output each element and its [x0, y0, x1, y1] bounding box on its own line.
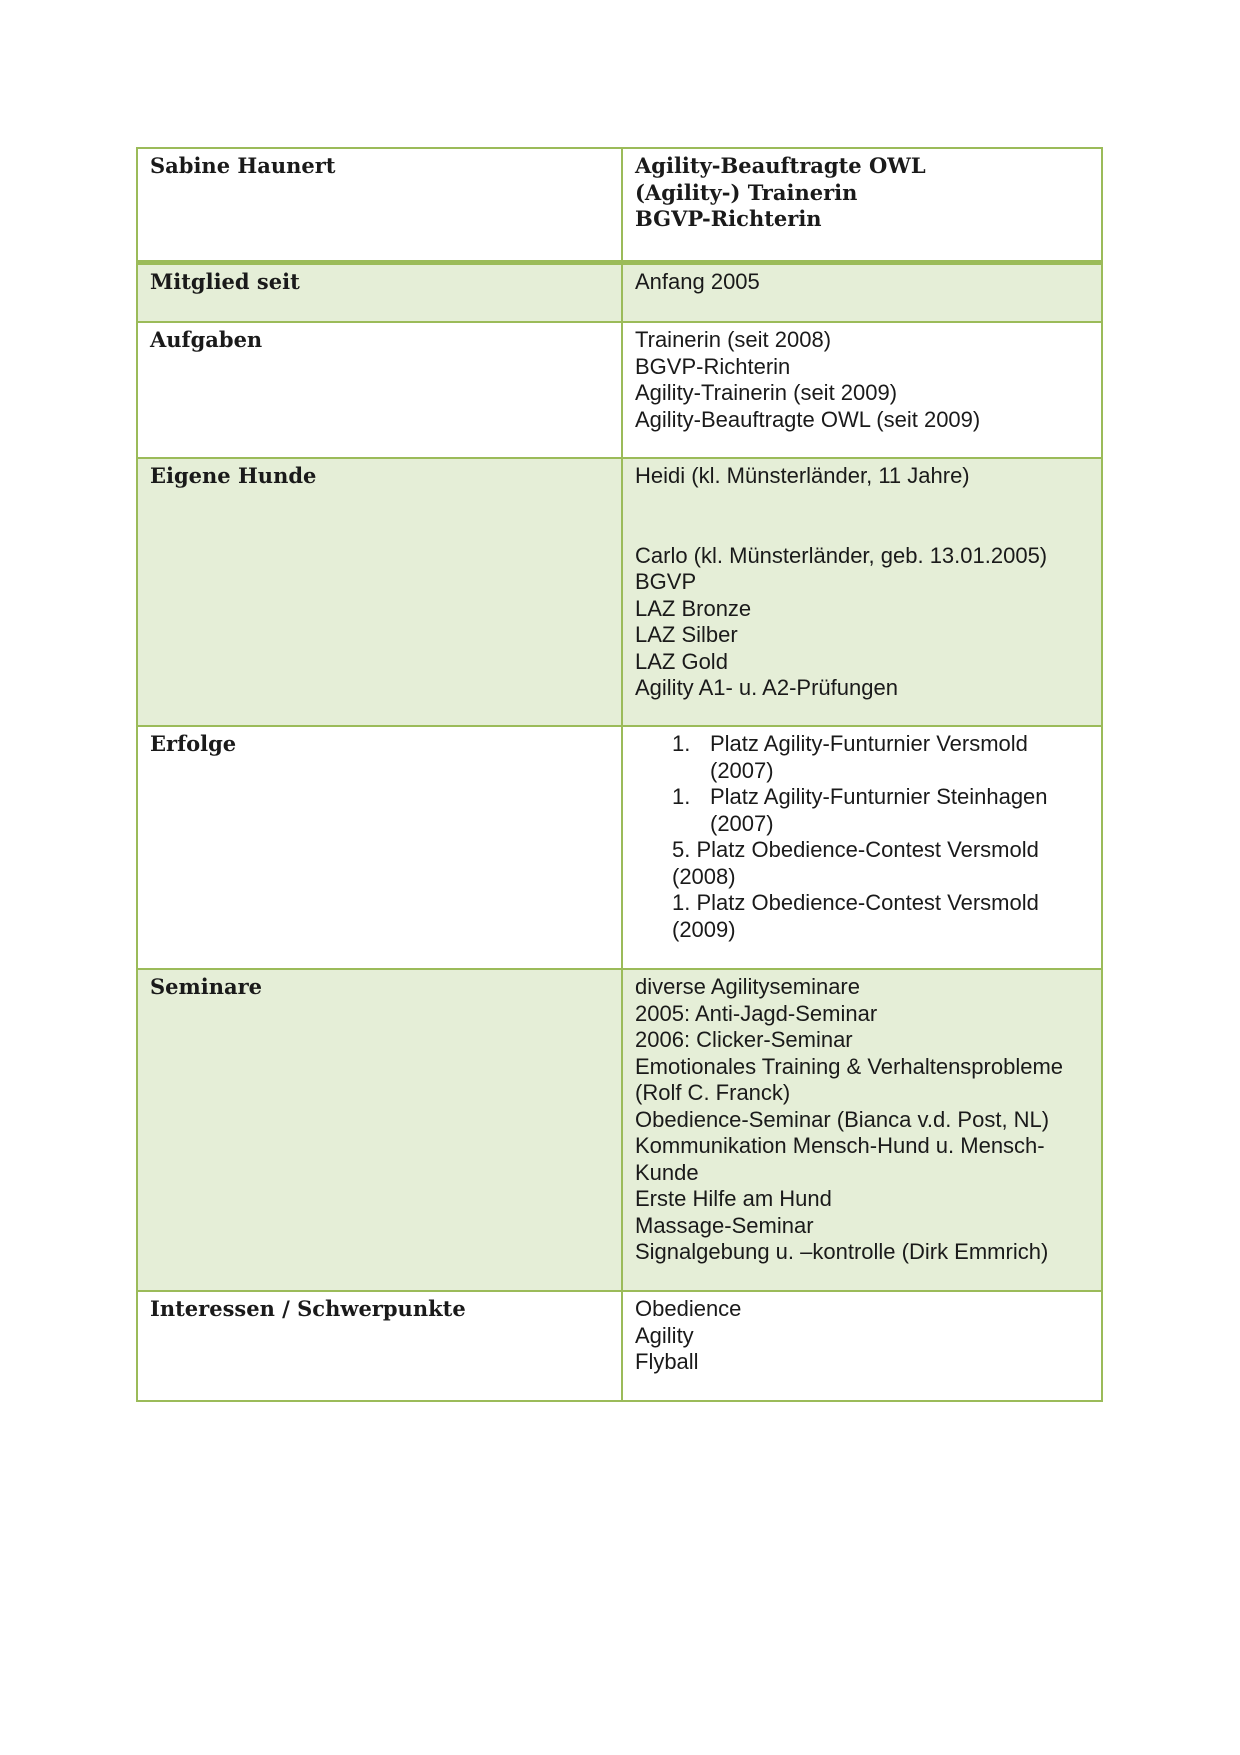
profile-table — [136, 147, 1103, 1402]
dogs-list — [622, 458, 1102, 726]
seminar-line: 2005: Anti-Jagd-Seminar — [635, 1000, 878, 1026]
table-row-interests — [137, 1291, 1102, 1401]
interests-list — [622, 1291, 1102, 1401]
dog-line: Agility A1- u. A2-Prüfungen — [635, 675, 898, 700]
row-label: Mitglied seit — [137, 263, 622, 323]
list-item — [635, 890, 1089, 943]
dog-line: BGVP — [635, 569, 697, 594]
row-label: Erfolge — [137, 726, 622, 969]
list-item — [635, 784, 1089, 837]
table-row-success — [137, 726, 1102, 969]
seminar-line: 2006: Clicker-Seminar — [635, 1027, 853, 1052]
success-year: (2007) — [710, 757, 774, 783]
seminars-list — [622, 969, 1102, 1291]
seminar-line: (Rolf C. Franck) — [635, 1080, 791, 1105]
role-line: BGVP-Richterin — [635, 206, 822, 231]
seminar-line: Kunde — [635, 1159, 699, 1185]
success-text: 1. Platz Obedience-Contest Versmold — [672, 890, 1039, 915]
table-row-tasks — [137, 322, 1102, 458]
dog-line: LAZ Gold — [635, 648, 728, 674]
success-list — [622, 726, 1102, 969]
member-since-value: Anfang 2005 — [622, 263, 1102, 323]
list-item — [635, 731, 1089, 784]
success-year: (2009) — [672, 916, 736, 942]
spacer — [635, 490, 1089, 543]
row-label: Interessen / Schwerpunkte — [137, 1291, 622, 1401]
seminar-line: Erste Hilfe am Hund — [635, 1186, 832, 1211]
row-label: Aufgaben — [137, 322, 622, 458]
seminar-line: Obedience-Seminar (Bianca v.d. Post, NL) — [635, 1106, 1050, 1132]
success-year: (2007) — [710, 810, 774, 836]
table-row-member-since — [137, 263, 1102, 323]
table-row-dogs — [137, 458, 1102, 726]
task-line: Agility-Trainerin (seit 2009) — [635, 380, 898, 405]
seminar-line: Kommunikation Mensch-Hund u. Mensch- — [635, 1133, 1045, 1158]
seminar-line: diverse Agilityseminare — [635, 974, 860, 999]
list-item — [635, 837, 1089, 890]
interest-line: Flyball — [635, 1349, 699, 1374]
interest-line: Agility — [635, 1322, 694, 1348]
success-text: 5. Platz Obedience-Contest Versmold — [672, 837, 1039, 862]
dog-line: Carlo (kl. Münsterländer, geb. 13.01.2005) — [635, 542, 1048, 568]
roles-cell — [622, 148, 1102, 263]
success-text: Platz Agility-Funturnier Steinhagen — [710, 784, 1048, 809]
list-number: 1. — [672, 731, 691, 756]
dog-line: LAZ Silber — [635, 622, 738, 647]
role-line: Agility-Beauftragte OWL — [635, 153, 926, 178]
dog-line: LAZ Bronze — [635, 595, 752, 621]
success-text: Platz Agility-Funturnier Versmold — [710, 731, 1028, 756]
task-line: BGVP-Richterin — [635, 353, 791, 379]
table-row-seminars — [137, 969, 1102, 1291]
person-name-cell — [137, 148, 622, 263]
task-line: Trainerin (seit 2008) — [635, 327, 832, 352]
role-line: (Agility-) Trainerin — [635, 179, 858, 205]
table-row-header — [137, 148, 1102, 263]
interest-line: Obedience — [635, 1296, 742, 1321]
seminar-line: Massage-Seminar — [635, 1212, 814, 1238]
seminar-line: Emotionales Training & Verhaltensprobleme — [635, 1053, 1064, 1079]
list-number: 1. — [672, 784, 691, 809]
row-label: Eigene Hunde — [137, 458, 622, 726]
tasks-list — [622, 322, 1102, 458]
success-year: (2008) — [672, 863, 736, 889]
seminar-line: Signalgebung u. –kontrolle (Dirk Emmrich) — [635, 1239, 1049, 1264]
row-label: Seminare — [137, 969, 622, 1291]
task-line: Agility-Beauftragte OWL (seit 2009) — [635, 406, 981, 432]
person-name: Sabine Haunert — [150, 153, 336, 178]
dog-line: Heidi (kl. Münsterländer, 11 Jahre) — [635, 463, 970, 488]
